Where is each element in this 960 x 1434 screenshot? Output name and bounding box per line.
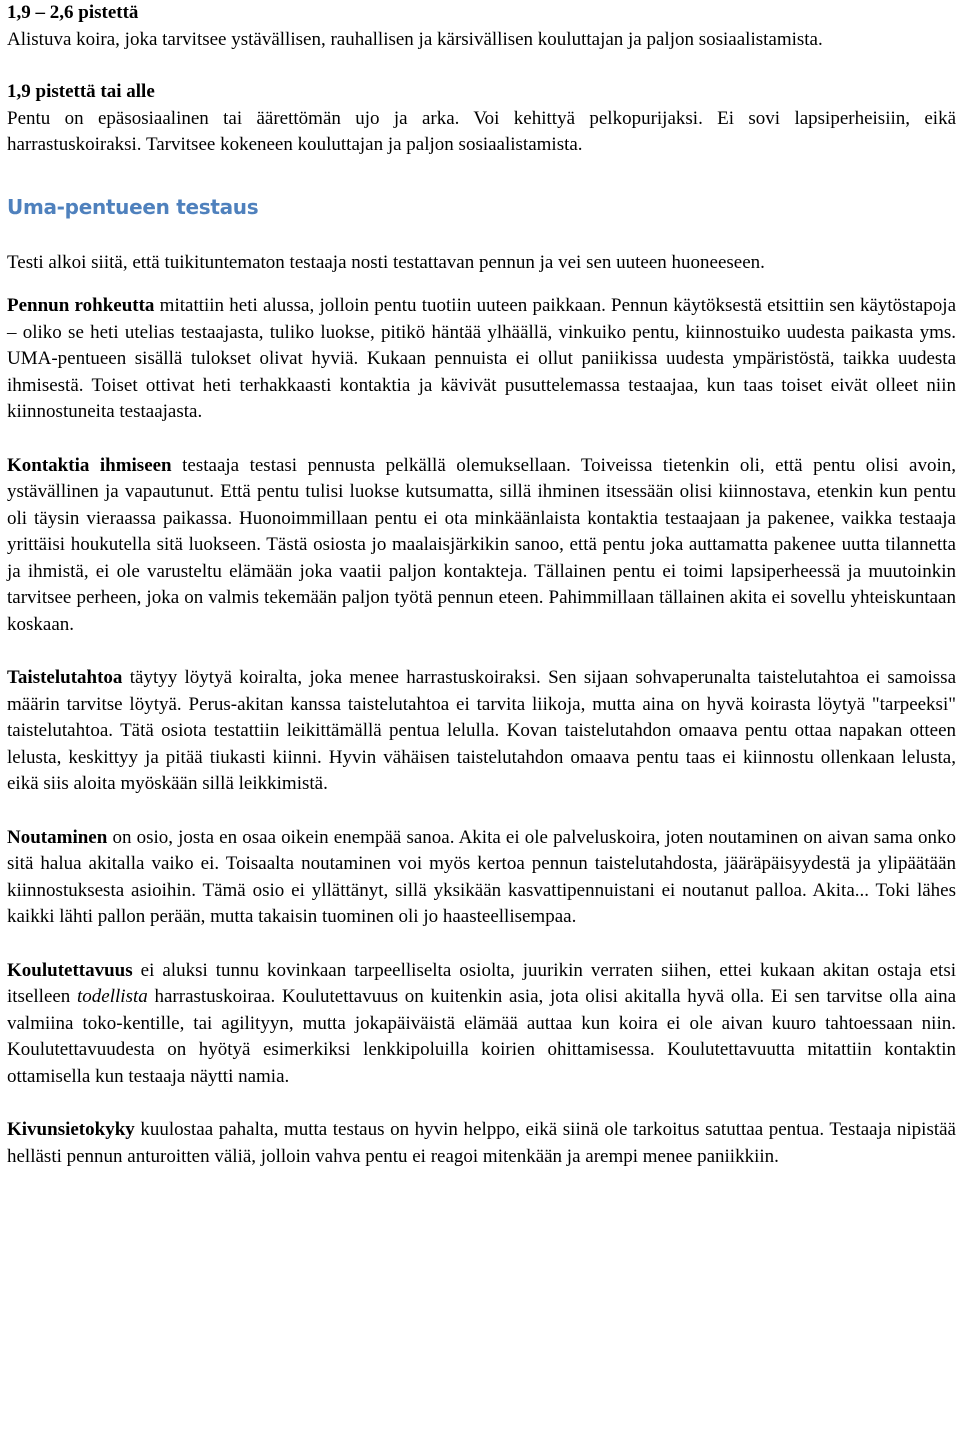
score-title-a: 1,9 – 2,6 pistettä bbox=[7, 2, 139, 23]
score-text-a: Alistuva koira, joka tarvitsee ystävällisen, rauhallisen ja kärsivällisen kouluttajan ja paljon sosiaalistamista. bbox=[7, 28, 823, 50]
score-section-b bbox=[7, 79, 956, 159]
term-taistelutahto: Taistelutahtoa bbox=[7, 667, 123, 688]
term-koulutettavuus: Koulutettavuus bbox=[7, 959, 133, 981]
score-title-b: 1,9 pistettä tai alle bbox=[7, 81, 155, 102]
paragraph-koulutettavuus: Koulutettavuus ei aluksi tunnu kovinkaan tarpeelliselta osiolta, juurikin verraten siihen, ettei kukaan akitan ostaja etsi itselleen todellista harrastuskoiraa. Koulutettavuus on kuitenkin asia, jota olisi akitalla hyvä olla. Ei sen tarvitse olla aina valmiina toko-kentille, tai agilityyn, mutta jokapäiväistä elämää auttaa kun koira ei ole aivan kuuro tahtoessaan niin. Koulutettavuudesta on hyötyä esimerkiksi lenkkipoluilla koirien ohittamisessa. Koulutettavuutta mitattiin kontaktin ottamisella kun testaaja näytti namia. bbox=[7, 959, 957, 1087]
score-text-b: Pentu on epäsosiaalinen tai äärettömän ujo ja arka. Voi kehittyä pelkopurijaksi. Ei sovi lapsiperheisiin, eikä harrastuskoiraksi. Tarvitsee kokeneen kouluttajan ja paljon sosiaalistamista. bbox=[7, 107, 956, 155]
paragraph-noutaminen: Noutaminen on osio, josta en osaa oikein enempää sanoa. Akita ei ole palveluskoira, joten noutaminen on aivan sama onko sitä halua akitalla vaiko ei. Toisaalta noutaminen voi myös kertoa pennun taistelutahdosta, jääräpäisyydestä ja ylipäätään kiinnostuksesta asioihin. Tämä osio ei yllättänyt, sillä yksikään kasvattipennuistani ei noutanut palloa. Akita... Toki lähes kaikki lähti pallon perään, mutta takaisin tuominen oli jo haasteellisempaa. bbox=[7, 826, 956, 927]
term-noutaminen: Noutaminen bbox=[7, 826, 108, 848]
paragraph-kontakti: Kontaktia ihmiseen testaaja testasi pennusta pelkällä olemuksellaan. Toiveissa tietenkin oli, että pentu olisi avoin, ystävällinen ja vapautunut. Että pentu tulisi luokse kutsumatta, sillä ihminen itsessään olisi kiinnostava, etenkin kun pentu oli täysin vieraassa paikassa. Huonoimmillaan pentu ei ota minkäänlaista kontaktia testaajaan ja pakenee, vaikka testaaja yrittäisi houkutella sitä luokseen. Tästä osiosta jo maalaisjärkikin sanoo, että pentu joka auttamatta pakenee uutta tilannetta ja ihmistä, ei ole varusteltu elämään joka vaatii paljon kontakteja. Tällainen pentu ei toimi lapsiperheessä ja muutoinkin tarvitsee perheen, joka on valmis tekemään paljon työtä pennun eteen. Pahimmillaan tällainen akita ei sovellu yhteiskuntaan koskaan. bbox=[7, 454, 956, 635]
term-kivunsietokyky: Kivunsietokyky bbox=[7, 1119, 135, 1140]
paragraph-kivunsietokyky: Kivunsietokyky kuulostaa pahalta, mutta testaus on hyvin helppo, eikä siinä ole tarkoitus satuttaa pentua. Testaaja nipistää hellästi pennun anturoitten väliä, jolloin vahva pentu ei reagoi mitenkään ja arempi menee paniikkiin. bbox=[7, 1119, 956, 1167]
intro-paragraph: Testi alkoi siitä, että tuikituntematon testaaja nosti testattavan pennun ja vei sen uuteen huoneeseen. bbox=[7, 251, 765, 273]
term-kontakti: Kontaktia ihmiseen bbox=[7, 454, 172, 476]
term-rohkeus: Pennun rohkeutta bbox=[7, 295, 155, 316]
paragraph-taistelutahto: Taistelutahtoa täytyy löytyä koiralta, joka menee harrastuskoiraksi. Sen sijaan sohvaperunalta taistelutahtoa ei samoissa määrin tarvitse löytyä. Perus-akitan kanssa taistelutahtoa ei tarvita liikoja, mutta aina on hyvä koirasta löytyä "tarpeeksi" taistelutahtoa. Tätä osiota testattiin leikittämällä pentua lelulla. Kovan taistelutahdon omaava pentu ottaa napakan otteen lelusta, keskittyy ja pitää tiukasti kiinni. Hyvin vähäisen taistelutahdon omaava pentu taas ei kiinnostu ollenkaan lelusta, eikä siis aloita myöskään sillä leikkimistä. bbox=[7, 667, 956, 794]
section-heading: Uma-pentueen testaus bbox=[7, 194, 259, 219]
paragraph-rohkeus: Pennun rohkeutta mitattiin heti alussa, jolloin pentu tuotiin uuteen paikkaan. Pennun käytöksestä etsittiin sen käytöstapoja – oliko se heti utelias testaajasta, tuliko luokse, pitikö häntää ylhäällä, vinkuiko pentu, kiinnostuiko uudesta paikasta yms. UMA-pentueen sisällä tulokset olivat hyviä. Kukaan pennuista ei ollut paniikissa uudesta ympäristöstä, taikka uudesta ihmisestä. Toiset ottivat heti terhakkaasti kontaktia ja kävivät pusuttelemassa testaajaa, kun taas toiset eivät olleet niin kiinnostuneita testaajasta. bbox=[7, 295, 957, 422]
score-section-a bbox=[7, 0, 956, 53]
